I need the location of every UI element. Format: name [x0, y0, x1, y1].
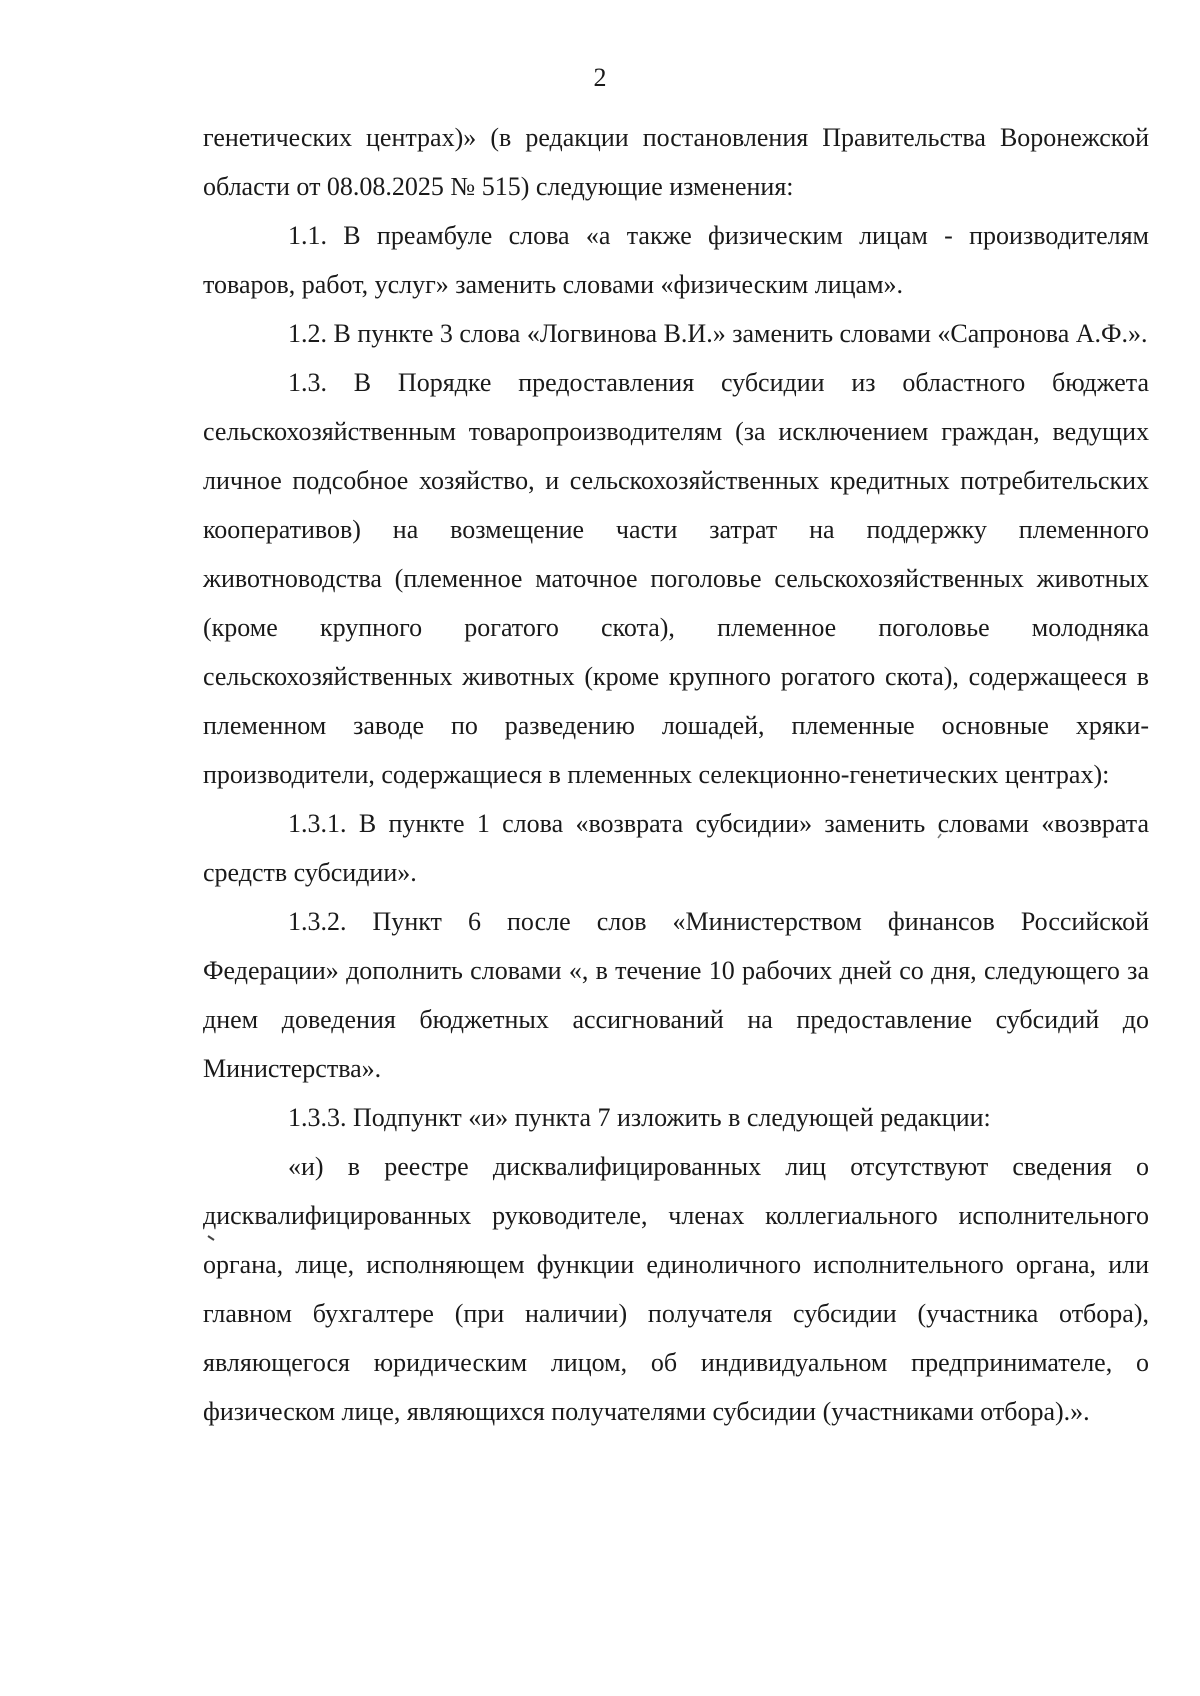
- paragraph-item-1-3: 1.3. В Порядке предоставления субсидии из областного бюджета сельскохозяйственным товаропроизводителям (за исключением граждан, ведущих личное подсобное хозяйство, и сельскохозяйственных кредитных потребительских кооперативов) на возмещение части затрат на поддержку племенного животноводства (племенное маточное поголовье сельскохозяйственных животных (кроме крупного рогатого скота), племенное поголовье молодняка сельскохозяйственных животных (кроме крупного рогатого скота), содержащееся в племенном заводе по разведению лошадей, племенные основные хряки-производители, содержащиеся в племенных селекционно-генетических центрах):: [203, 368, 1149, 789]
- paragraph-item-1-3-3: 1.3.3. Подпункт «и» пункта 7 изложить в следующей редакции:: [288, 1103, 991, 1132]
- paragraph-continuation: генетических центрах)» (в редакции постановления Правительства Воронежской области от 08.08.2025 № 515) следующие изменения:: [203, 123, 1149, 201]
- paragraph-item-1-3-2: 1.3.2. Пункт 6 после слов «Министерством финансов Российской Федерации» дополнить словами «, в течение 10 рабочих дней со дня, следующего за днем доведения бюджетных ассигнований на предоставление субсидий до Министерства».: [203, 907, 1149, 1083]
- page-number: 2: [593, 63, 607, 92]
- paragraph-item-1-2: 1.2. В пункте 3 слова «Логвинова В.И.» заменить словами «Сапронова А.Ф.».: [288, 319, 1148, 348]
- document-body: [203, 113, 1149, 1436]
- paragraph-item-1-1: 1.1. В преамбуле слова «а также физическим лицам - производителям товаров, работ, услуг» заменить словами «физическим лицам».: [203, 221, 1149, 299]
- paragraph-item-1-3-1: 1.3.1. В пункте 1 слова «возврата субсидии» заменить словами «возврата средств субсидии».: [203, 809, 1149, 887]
- paragraph-item-1-3-3-text: «и) в реестре дисквалифицированных лиц отсутствуют сведения о дисквалифицированных руководителе, членах коллегиального исполнительного органа, лице, исполняющем функции единоличного исполнительного органа, или главном бухгалтере (при наличии) получателя субсидии (участника отбора), являющегося юридическим лицом, об индивидуальном предпринимателе, о физическом лице, являющихся получателями субсидии (участниками отбора).».: [203, 1152, 1149, 1426]
